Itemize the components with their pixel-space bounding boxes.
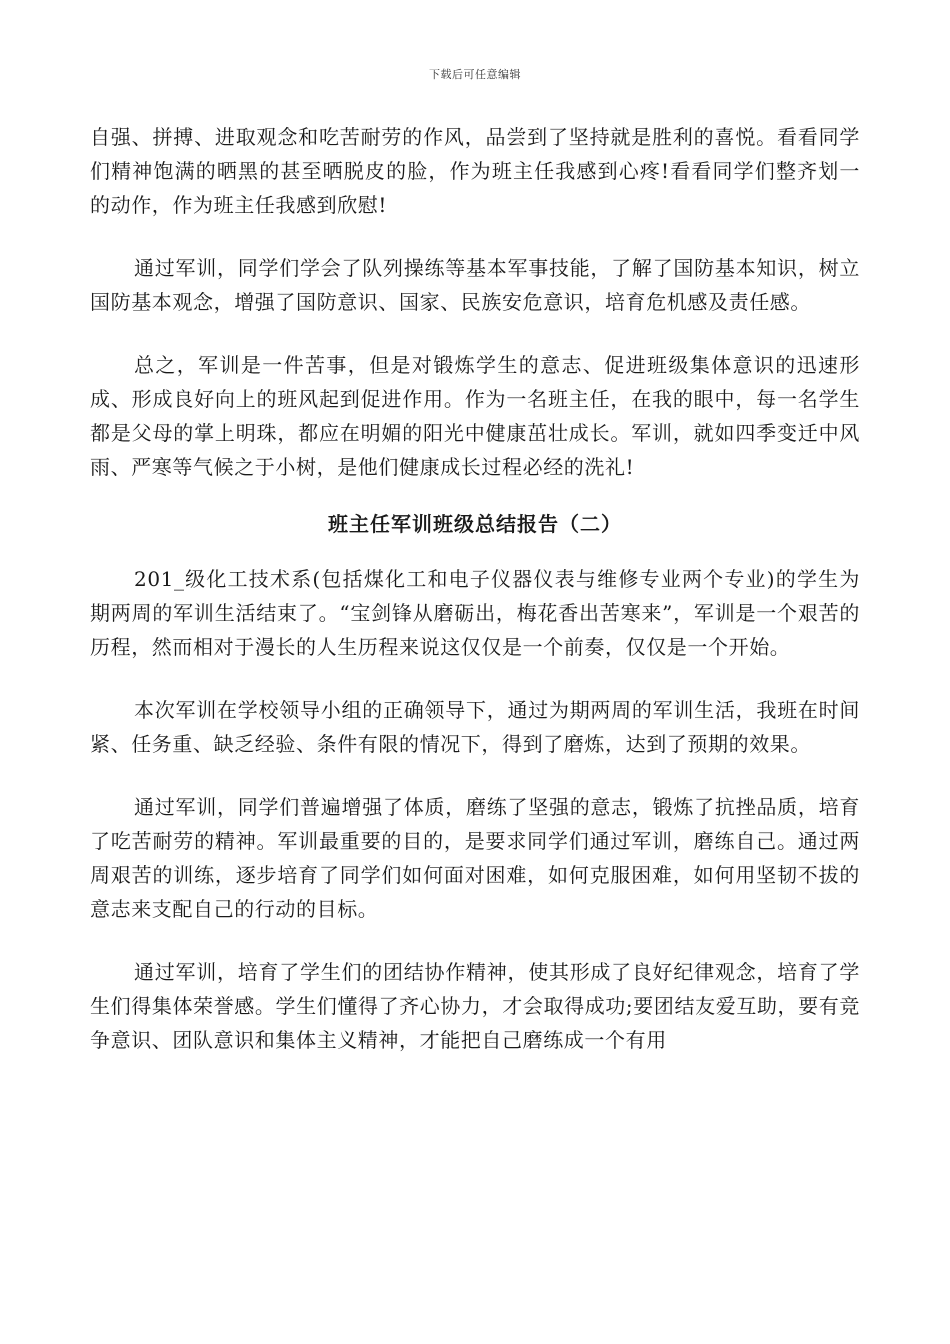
document-body — [90, 120, 860, 1086]
paragraph: 通过军训，培育了学生们的团结协作精神，使其形成了良好纪律观念，培育了学生们得集体荣誉感。学生们懂得了齐心协力，才会取得成功;要团结友爱互助，要有竞争意识、团队意识和集体主义精神，才能把自己磨练成一个有用 — [90, 960, 860, 1052]
header-note: 下载后可任意编辑 — [429, 68, 521, 81]
paragraph: 201_级化工技术系(包括煤化工和电子仪器仪表与维修专业两个专业)的学生为期两周的军训生活结束了。“宝剑锋从磨砺出，梅花香出苦寒来”，军训是一个艰苦的历程，然而相对于漫长的人生历程来说这仅仅是一个前奏，仅仅是一个开始。 — [90, 567, 860, 659]
paragraph: 通过军训，同学们学会了队列操练等基本军事技能，了解了国防基本知识，树立国防基本观念，增强了国防意识、国家、民族安危意识，培育危机感及责任感。 — [90, 256, 860, 314]
paragraph: 本次军训在学校领导小组的正确领导下，通过为期两周的军训生活，我班在时间紧、任务重、缺乏经验、条件有限的情况下，得到了磨炼，达到了预期的效果。 — [90, 698, 860, 756]
paragraph: 通过军训，同学们普遍增强了体质，磨练了坚强的意志，锻炼了抗挫品质，培育了吃苦耐劳的精神。军训最重要的目的，是要求同学们通过军训，磨练自己。通过两周艰苦的训练，逐步培育了同学们如何面对困难，如何克服困难，如何用坚韧不拔的意志来支配自己的行动的目标。 — [90, 795, 860, 921]
paragraph-continuation: 自强、拼搏、进取观念和吃苦耐劳的作风，品尝到了坚持就是胜利的喜悦。看看同学们精神饱满的晒黑的甚至晒脱皮的脸，作为班主任我感到心疼!看看同学们整齐划一的动作，作为班主任我感到欣慰! — [90, 125, 860, 217]
paragraph: 总之，军训是一件苦事，但是对锻炼学生的意志、促进班级集体意识的迅速形成、形成良好向上的班风起到促进作用。作为一名班主任，在我的眼中，每一名学生都是父母的掌上明珠，都应在明媚的阳光中健康茁壮成长。军训，就如四季变迁中风雨、严寒等气候之于小树，是他们健康成长过程必经的洗礼! — [90, 353, 860, 479]
section-title: 班主任军训班级总结报告（二） — [328, 512, 622, 536]
